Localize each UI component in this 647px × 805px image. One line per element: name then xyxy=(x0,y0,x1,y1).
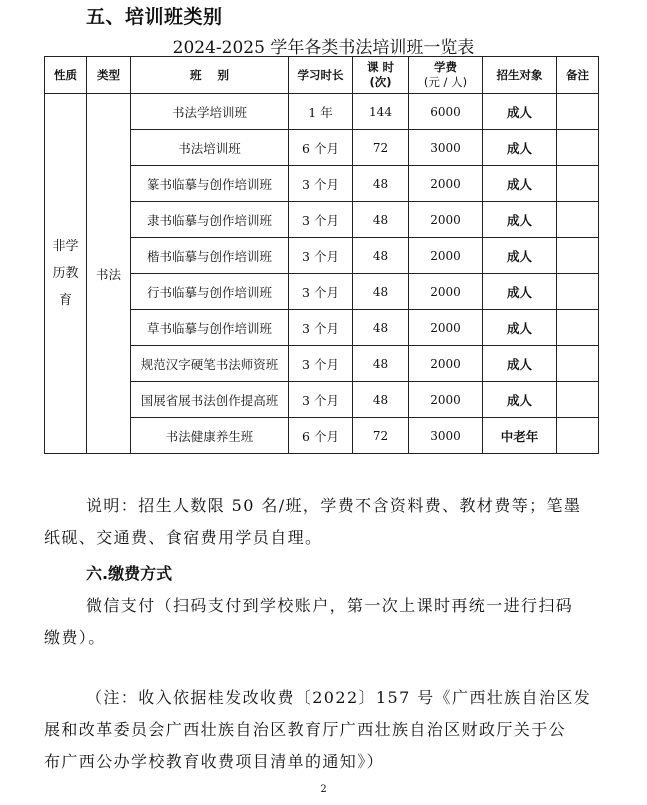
fee-basis-line-1: （注：收入依据桂发改收费〔2022〕157 号《广西壮族自治区发 xyxy=(86,688,592,707)
payment-line-2: 缴费）。 xyxy=(44,628,106,647)
remark-cell xyxy=(557,130,599,166)
header-nature: 性质 xyxy=(45,57,87,94)
header-target: 招生对象 xyxy=(483,57,557,94)
fee-basis-line-3: 布广西公办学校教育收费项目清单的通知》） xyxy=(44,752,385,771)
class-name-cell: 行书临摹与创作培训班 xyxy=(131,274,289,310)
remark-cell xyxy=(557,94,599,130)
target-cell: 成人 xyxy=(483,382,557,418)
remark-cell xyxy=(557,166,599,202)
duration-cell: 6 个月 xyxy=(289,418,353,454)
fee-cell: 2000 xyxy=(409,382,483,418)
remark-cell xyxy=(557,274,599,310)
table-title: 2024-2025 学年各类书法培训班一览表 xyxy=(172,38,475,58)
duration-cell: 1 年 xyxy=(289,94,353,130)
header-hours xyxy=(353,57,409,94)
duration-cell: 3 个月 xyxy=(289,346,353,382)
nature-char: 非学 xyxy=(52,239,79,254)
class-name-cell: 楷书临摹与创作培训班 xyxy=(131,238,289,274)
header-fee-line1: 学费 xyxy=(434,60,457,74)
remark-cell xyxy=(557,382,599,418)
header-hours-line1: 课 时 xyxy=(366,60,394,74)
nature-cell xyxy=(45,94,87,454)
nature-char: 育 xyxy=(58,293,72,308)
enrollment-note-line-1: 说明：招生人数限 50 名/班，学费不含资料费、教材费等；笔墨 xyxy=(86,496,582,515)
hours-cell: 48 xyxy=(353,310,409,346)
fee-cell: 2000 xyxy=(409,238,483,274)
hours-cell: 144 xyxy=(353,94,409,130)
fee-cell: 2000 xyxy=(409,310,483,346)
table-header-row xyxy=(45,57,599,94)
remark-cell xyxy=(557,346,599,382)
header-fee-line2: (元 / 人) xyxy=(423,75,468,89)
header-remark: 备注 xyxy=(557,57,599,94)
class-name-cell: 篆书临摹与创作培训班 xyxy=(131,166,289,202)
hours-cell: 48 xyxy=(353,238,409,274)
target-cell: 成人 xyxy=(483,94,557,130)
type-cell: 书法 xyxy=(87,94,131,454)
fee-cell: 2000 xyxy=(409,346,483,382)
fee-cell: 2000 xyxy=(409,166,483,202)
header-type: 类型 xyxy=(87,57,131,94)
remark-cell xyxy=(557,310,599,346)
class-name-cell: 草书临摹与创作培训班 xyxy=(131,310,289,346)
target-cell: 成人 xyxy=(483,310,557,346)
fee-cell: 2000 xyxy=(409,274,483,310)
fee-cell: 3000 xyxy=(409,418,483,454)
remark-cell xyxy=(557,418,599,454)
class-name-cell: 规范汉字硬笔书法师资班 xyxy=(131,346,289,382)
hours-cell: 48 xyxy=(353,346,409,382)
class-name-cell: 书法培训班 xyxy=(131,130,289,166)
target-cell: 成人 xyxy=(483,238,557,274)
hours-cell: 72 xyxy=(353,130,409,166)
header-class: 班 别 xyxy=(131,57,289,94)
target-cell: 成人 xyxy=(483,166,557,202)
target-cell: 成人 xyxy=(483,346,557,382)
target-cell: 中老年 xyxy=(483,418,557,454)
hours-cell: 72 xyxy=(353,418,409,454)
remark-cell xyxy=(557,238,599,274)
fee-basis-line-2: 展和改革委员会广西壮族自治区教育厅广西壮族自治区财政厅关于公 xyxy=(44,720,567,739)
header-hours-line2: (次) xyxy=(369,75,392,89)
class-name-cell: 国展省展书法创作提高班 xyxy=(131,382,289,418)
class-name-cell: 隶书临摹与创作培训班 xyxy=(131,202,289,238)
enrollment-note-line-2: 纸砚、交通费、食宿费用学员自理。 xyxy=(44,528,323,547)
hours-cell: 48 xyxy=(353,202,409,238)
duration-cell: 3 个月 xyxy=(289,202,353,238)
class-table xyxy=(44,56,599,454)
section-6-heading: 六.缴费方式 xyxy=(86,564,173,583)
duration-cell: 3 个月 xyxy=(289,382,353,418)
class-name-cell: 书法学培训班 xyxy=(131,94,289,130)
payment-line-1: 微信支付（扫码支付到学校账户，第一次上课时再统一进行扫码 xyxy=(86,596,574,615)
target-cell: 成人 xyxy=(483,274,557,310)
duration-cell: 3 个月 xyxy=(289,274,353,310)
header-duration: 学习时长 xyxy=(289,57,353,94)
remark-cell xyxy=(557,202,599,238)
section-5-heading: 五、培训班类别 xyxy=(86,6,223,28)
duration-cell: 3 个月 xyxy=(289,166,353,202)
fee-cell: 6000 xyxy=(409,94,483,130)
header-fee xyxy=(409,57,483,94)
target-cell: 成人 xyxy=(483,202,557,238)
fee-cell: 2000 xyxy=(409,202,483,238)
duration-cell: 3 个月 xyxy=(289,238,353,274)
target-cell: 成人 xyxy=(483,130,557,166)
table-row xyxy=(45,94,599,130)
duration-cell: 6 个月 xyxy=(289,130,353,166)
hours-cell: 48 xyxy=(353,274,409,310)
class-name-cell: 书法健康养生班 xyxy=(131,418,289,454)
hours-cell: 48 xyxy=(353,166,409,202)
fee-cell: 3000 xyxy=(409,130,483,166)
duration-cell: 3 个月 xyxy=(289,310,353,346)
nature-char: 历教 xyxy=(52,266,79,281)
page-number: 2 xyxy=(320,784,327,795)
hours-cell: 48 xyxy=(353,382,409,418)
